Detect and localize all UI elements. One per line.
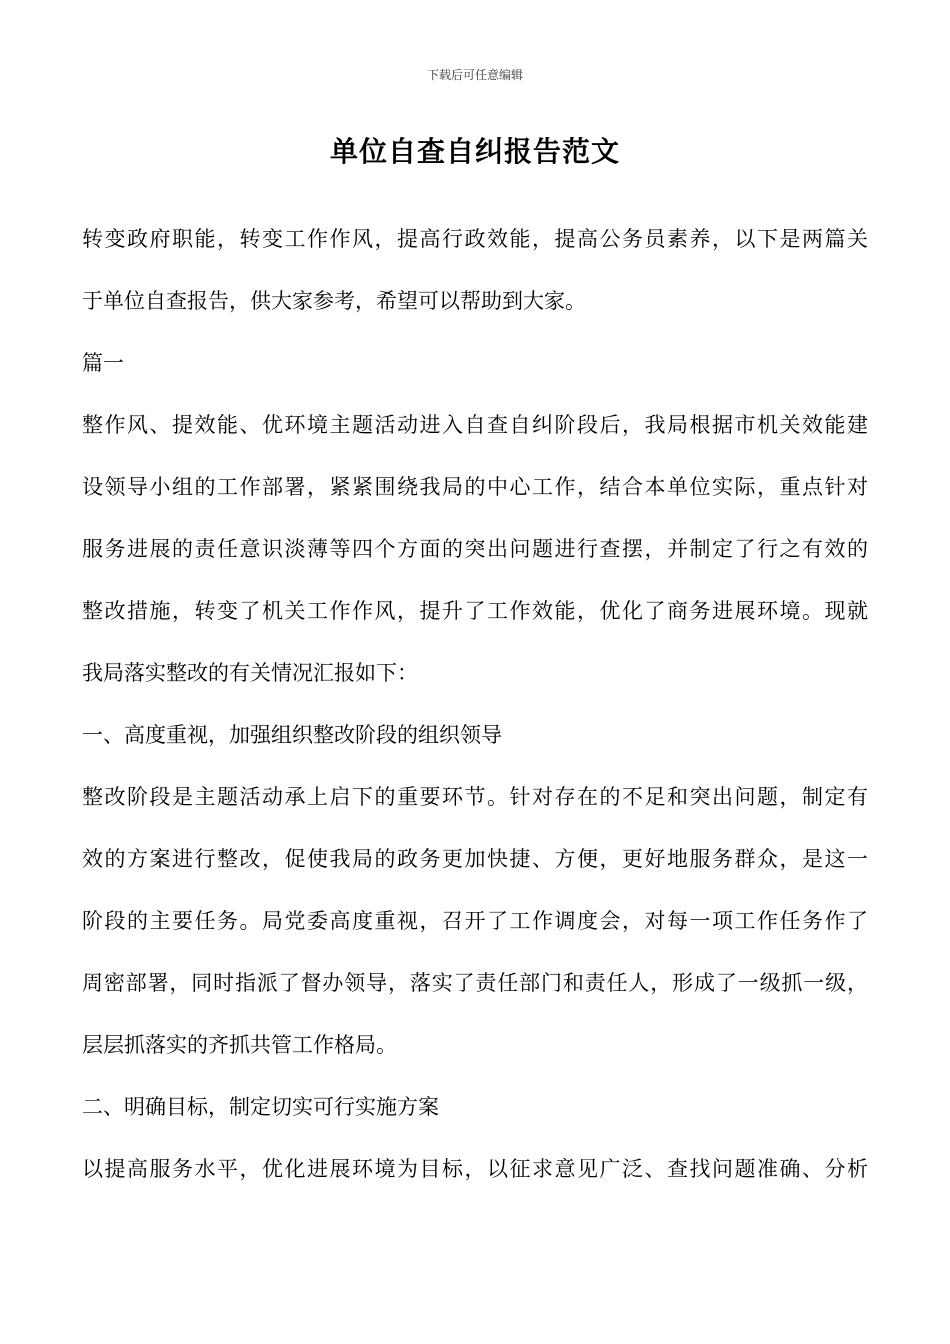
body-line: 周密部署，同时指派了督办领导，落实了责任部门和责任人，形成了一级抓一级， [82, 971, 868, 995]
section-heading: 篇一 [82, 351, 124, 375]
body-line: 设领导小组的工作部署，紧紧围绕我局的中心工作，结合本单位实际，重点针对 [82, 475, 868, 499]
header-note: 下载后可任意编辑 [426, 68, 523, 82]
document-title: 单位自查自纠报告范文 [329, 135, 620, 168]
body-line: 于单位自查报告，供大家参考，希望可以帮助到大家。 [82, 289, 586, 313]
body-line: 层层抓落实的齐抓共管工作格局。 [82, 1033, 397, 1057]
body-line: 服务进展的责任意识淡薄等四个方面的突出问题进行查摆，并制定了行之有效的 [82, 537, 868, 561]
body-line: 整改措施，转变了机关工作作风，提升了工作效能，优化了商务进展环境。现就 [82, 599, 868, 623]
document-body [82, 208, 868, 1200]
body-line: 阶段的主要任务。局党委高度重视，召开了工作调度会，对每一项工作任务作了 [82, 909, 868, 933]
body-line: 整作风、提效能、优环境主题活动进入自查自纠阶段后，我局根据市机关效能建 [82, 413, 868, 437]
body-line: 以提高服务水平，优化进展环境为目标，以征求意见广泛、查找问题准确、分析 [82, 1157, 868, 1181]
section-heading: 一、高度重视，加强组织整改阶段的组织领导 [82, 723, 502, 747]
body-line: 效的方案进行整改，促使我局的政务更加快捷、方便，更好地服务群众，是这一 [82, 847, 868, 871]
body-line: 转变政府职能，转变工作作风，提高行政效能，提高公务员素养，以下是两篇关 [82, 227, 868, 251]
section-heading: 二、明确目标，制定切实可行实施方案 [82, 1095, 439, 1119]
body-line: 我局落实整改的有关情况汇报如下： [82, 661, 418, 685]
body-line: 整改阶段是主题活动承上启下的重要环节。针对存在的不足和突出问题，制定有 [82, 785, 868, 809]
